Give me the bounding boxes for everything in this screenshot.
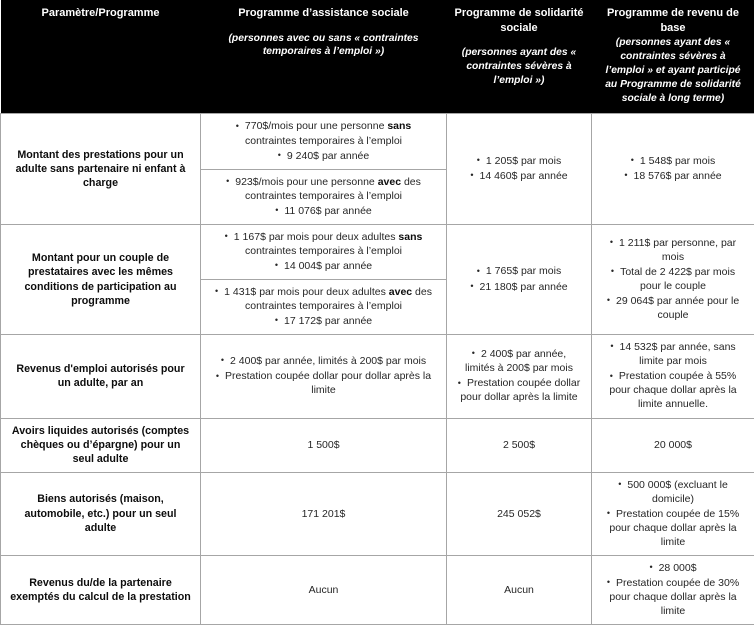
cell-assistance-biens-autorises: 171 201$ <box>201 472 447 555</box>
column-header-assistance-title: Programme d’assistance sociale <box>209 6 439 21</box>
table-header <box>1 0 754 114</box>
table-row <box>1 114 754 224</box>
cell-solidarite-revenus-partenaire: Aucun <box>447 555 592 624</box>
row-label-montant-couple: Montant pour un couple de prestataires avec les mêmes conditions de participation au programme <box>1 224 201 334</box>
list-item: • 14 460$ par année <box>454 169 584 183</box>
column-header-revenu-base-title: Programme de revenu de base <box>600 6 747 35</box>
column-header-solidarite-title: Programme de solidarité sociale <box>455 6 584 35</box>
row-label-revenus-partenaire: Revenus du/de la partenaire exemptés du calcul de la prestation <box>1 555 201 624</box>
list-item: • 2 400$ par année, limités à 200$ par mois <box>454 347 584 375</box>
bullet-list <box>454 347 584 404</box>
bullet-list <box>599 154 747 183</box>
bullet-list <box>208 230 439 273</box>
column-header-assistance <box>201 0 447 114</box>
cell-solidarite-biens-autorises: 245 052$ <box>447 472 592 555</box>
cell-revenu-base-prestations-adulte <box>592 114 754 224</box>
cell-assistance-avoirs-liquides: 1 500$ <box>201 418 447 472</box>
bullet-list <box>454 264 584 293</box>
list-item: • Prestation coupée de 30% pour chaque dollar après la limite <box>599 576 747 618</box>
table-body <box>1 114 754 625</box>
subcell-sans-contraintes <box>201 225 446 279</box>
cell-solidarite-avoirs-liquides: 2 500$ <box>447 418 592 472</box>
bullet-list <box>208 119 439 162</box>
list-item: • 17 172$ par année <box>208 314 439 328</box>
list-item: • 2 400$ par année, limités à 200$ par mois <box>208 354 439 368</box>
row-label-revenus-emploi: Revenus d'emploi autorisés pour un adulte, par an <box>1 335 201 418</box>
cell-solidarite-revenus-emploi <box>447 335 592 418</box>
list-item: • 923$/mois pour une personne avec des contraintes temporaires à l’emploi <box>208 175 439 203</box>
row-label-biens-autorises: Biens autorisés (maison, automobile, etc.) pour un seul adulte <box>1 472 201 555</box>
list-item: • Total de 2 422$ par mois pour le couple <box>599 265 747 293</box>
cell-revenu-base-avoirs-liquides: 20 000$ <box>592 418 754 472</box>
cell-assistance-revenus-partenaire: Aucun <box>201 555 447 624</box>
table-header-row <box>1 0 754 114</box>
bullet-list <box>599 561 747 618</box>
column-header-revenu-base-subtitle: (personnes ayant des « contraintes sévères à l’emploi » et ayant participé au Programme de solidarité sociale à long terme) <box>600 36 747 105</box>
list-item: • 21 180$ par année <box>454 280 584 294</box>
subcell-avec-contraintes <box>201 169 446 224</box>
bullet-list <box>208 285 439 328</box>
column-header-parametre <box>1 0 201 114</box>
row-label-prestations-adulte: Montant des prestations pour un adulte sans partenaire ni enfant à charge <box>1 114 201 224</box>
list-item: • 1 765$ par mois <box>454 264 584 278</box>
row-label-avoirs-liquides: Avoirs liquides autorisés (comptes chèques ou d’épargne) pour un seul adulte <box>1 418 201 472</box>
list-item: • 770$/mois pour une personne sans contraintes temporaires à l’emploi <box>208 119 439 147</box>
list-item: • Prestation coupée dollar pour dollar après la limite <box>208 369 439 397</box>
list-item: • 500 000$ (excluant le domicile) <box>599 478 747 506</box>
cell-solidarite-prestations-adulte <box>447 114 592 224</box>
column-header-solidarite-subtitle: (personnes ayant des « contraintes sévères à l’emploi ») <box>455 46 584 88</box>
bullet-list <box>599 236 747 322</box>
cell-assistance-revenus-emploi <box>201 335 447 418</box>
bullet-list <box>208 175 439 218</box>
list-item: • 1 167$ par mois pour deux adultes sans contraintes temporaires à l’emploi <box>208 230 439 258</box>
table-row <box>1 418 754 472</box>
cell-assistance-montant-couple <box>201 224 447 334</box>
list-item: • 11 076$ par année <box>208 204 439 218</box>
cell-revenu-base-biens-autorises <box>592 472 754 555</box>
list-item: • 18 576$ par année <box>599 169 747 183</box>
list-item: • 28 000$ <box>599 561 747 575</box>
list-item: • 1 211$ par personne, par mois <box>599 236 747 264</box>
column-header-revenu-base <box>592 0 754 114</box>
cell-revenu-base-revenus-partenaire <box>592 555 754 624</box>
table-row <box>1 335 754 418</box>
bullet-list <box>599 340 747 411</box>
bullet-list <box>208 354 439 397</box>
cell-revenu-base-montant-couple <box>592 224 754 334</box>
list-item: • Prestation coupée dollar pour dollar après la limite <box>454 376 584 404</box>
list-item: • 1 548$ par mois <box>599 154 747 168</box>
column-header-parametre-title: Paramètre/Programme <box>9 6 193 21</box>
subcell-avec-contraintes <box>201 279 446 334</box>
list-item: • 1 431$ par mois pour deux adultes avec des contraintes temporaires à l’emploi <box>208 285 439 313</box>
bullet-list <box>454 154 584 183</box>
cell-solidarite-montant-couple <box>447 224 592 334</box>
list-item: • Prestation coupée de 15% pour chaque dollar après la limite <box>599 507 747 549</box>
cell-revenu-base-revenus-emploi <box>592 335 754 418</box>
column-header-solidarite <box>447 0 592 114</box>
table-row <box>1 472 754 555</box>
bullet-list <box>599 478 747 549</box>
table-row <box>1 555 754 624</box>
list-item: • 14 004$ par année <box>208 259 439 273</box>
cell-assistance-prestations-adulte <box>201 114 447 224</box>
list-item: • 9 240$ par année <box>208 149 439 163</box>
column-header-assistance-subtitle: (personnes avec ou sans « contraintes temporaires à l’emploi ») <box>209 32 439 60</box>
list-item: • 29 064$ par année pour le couple <box>599 294 747 322</box>
table-row <box>1 224 754 334</box>
subcell-sans-contraintes <box>201 114 446 168</box>
list-item: • 14 532$ par année, sans limite par mois <box>599 340 747 368</box>
list-item: • Prestation coupée à 55% pour chaque dollar après la limite annuelle. <box>599 369 747 411</box>
list-item: • 1 205$ par mois <box>454 154 584 168</box>
